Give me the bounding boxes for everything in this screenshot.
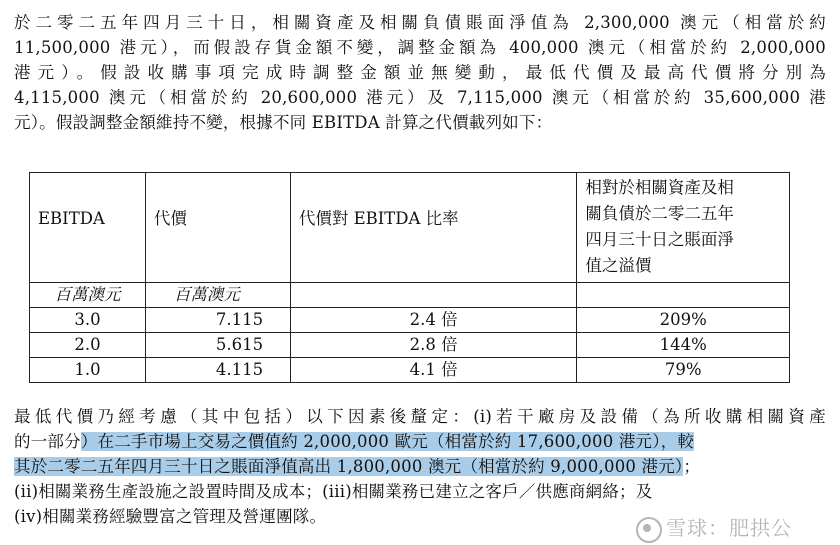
table-row — [30, 333, 790, 358]
basis-line-3 — [14, 454, 826, 479]
table-unit-row — [30, 283, 790, 308]
header-ratio: 代價對 EBITDA 比率 — [290, 173, 576, 283]
table-row — [30, 358, 790, 383]
basis-paragraph — [14, 404, 826, 529]
unit-premium — [577, 283, 790, 308]
cell-ratio: 4.1 倍 — [290, 358, 576, 383]
basis-line-4: (ii)相關業務生產設施之設置時間及成本；(iii)相關業務已建立之客戶／供應商網絡；及 — [14, 482, 653, 501]
basis-line-5: (iv)相關業務經驗豐富之管理及營運團隊。 — [14, 507, 327, 526]
basis-line-3-plain: ； — [683, 457, 701, 476]
cell-consideration: 5.615 — [145, 333, 290, 358]
consideration-table — [29, 172, 790, 383]
intro-line-4: 4,115,000 澳元（相當於約 20,600,000 港元）及 7,115,000 澳元（相當於約 35,600,000 港 — [14, 88, 826, 107]
unit-consideration: 百萬澳元 — [145, 283, 290, 308]
highlighted-text: 其於二零二五年四月三十日之賬面淨值高出 1,800,000 澳元（相當於約 9,000,000 港元） — [14, 457, 684, 476]
header-consideration: 代價 — [145, 173, 290, 283]
cell-premium: 79% — [577, 358, 790, 383]
cell-ebitda: 3.0 — [30, 308, 146, 333]
intro-line-5: 元）。假設調整金額維持不變，根據不同 EBITDA 計算之代價載列如下： — [14, 113, 553, 132]
unit-ebitda: 百萬澳元 — [30, 283, 146, 308]
cell-ratio: 2.8 倍 — [290, 333, 576, 358]
header-ebitda: EBITDA — [30, 173, 146, 283]
table-header-row — [30, 173, 790, 283]
cell-consideration: 7.115 — [145, 308, 290, 333]
snowball-logo-icon — [636, 517, 662, 543]
header-premium: 相對於相關資產及相 關負債於二零二五年 四月三十日之賬面淨 值之溢價 — [577, 173, 790, 283]
cell-premium: 144% — [577, 333, 790, 358]
cell-ebitda: 1.0 — [30, 358, 146, 383]
cell-consideration: 4.115 — [145, 358, 290, 383]
unit-ratio — [290, 283, 576, 308]
cell-ebitda: 2.0 — [30, 333, 146, 358]
intro-line-2: 11,500,000 港元），而假設存貨金額不變，調整金額為 400,000 澳元（相當於約 2,000,000 — [14, 38, 826, 57]
watermark — [636, 512, 792, 543]
intro-line-1: 於二零二五年四月三十日，相關資產及相關負債賬面淨值為 2,300,000 澳元（相當於約 — [14, 13, 826, 32]
intro-line-3: 港元）。假設收購事項完成時調整金額並無變動，最低代價及最高代價將分別為 — [14, 63, 826, 82]
intro-paragraph — [14, 10, 826, 135]
watermark-text: 雪球：肥拱公 — [666, 516, 792, 540]
table-row — [30, 308, 790, 333]
basis-line-2 — [14, 429, 826, 454]
cell-ratio: 2.4 倍 — [290, 308, 576, 333]
basis-line-1: 最低代價乃經考慮（其中包括）以下因素後釐定：(i)若干廠房及設備（為所收購相關資產 — [14, 407, 826, 426]
cell-premium: 209% — [577, 308, 790, 333]
highlighted-text: ）在二手市場上交易之價值約 2,000,000 歐元（相當於約 17,600,000 港元），較 — [80, 432, 695, 451]
basis-line-2-plain: 的一部分 — [14, 432, 81, 451]
